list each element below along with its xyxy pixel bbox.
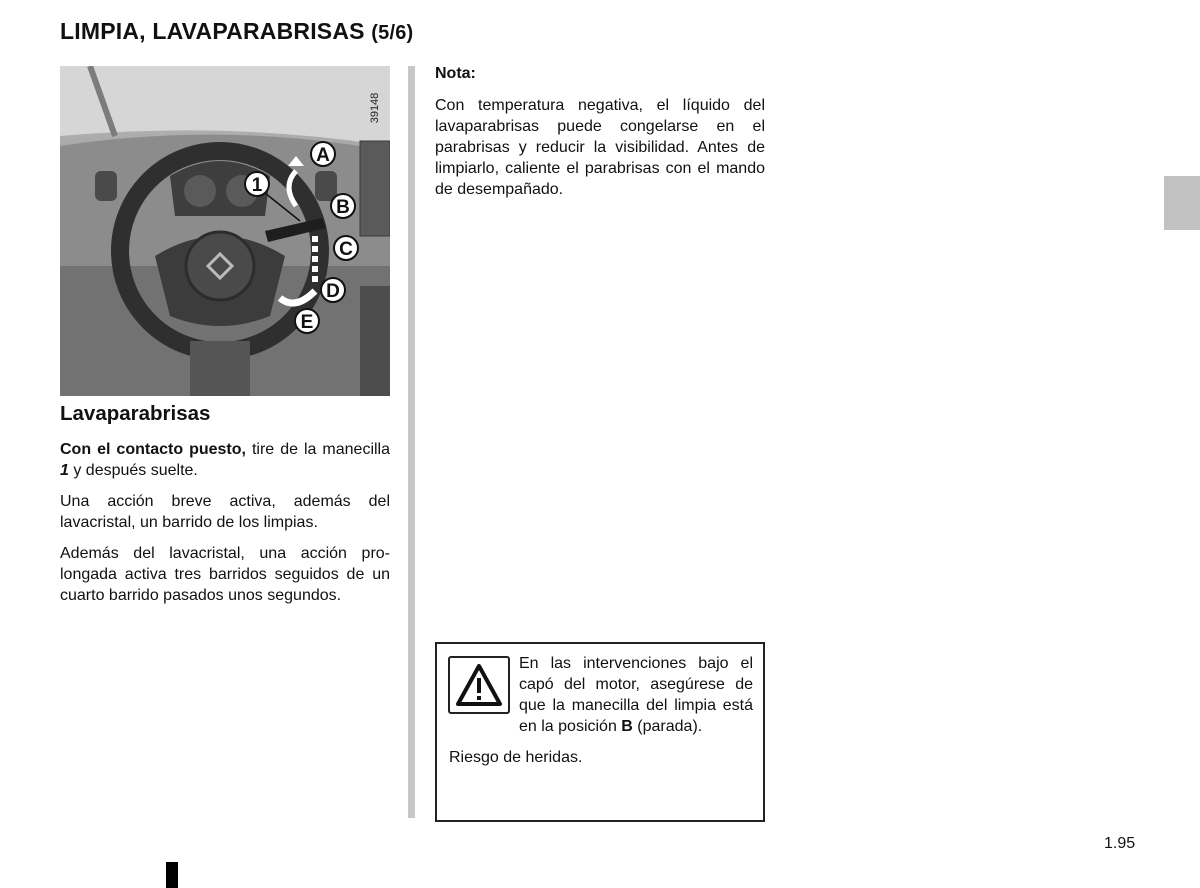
callout-A	[311, 142, 335, 166]
callout-B	[331, 194, 355, 218]
paragraph-3: Además del lavacristal, una acción prolongada activa tres barridos seguidos de un cuarto barrido pasados unos segundos.	[60, 545, 390, 604]
warning-position-label: B	[621, 718, 633, 735]
warning-text	[449, 653, 753, 778]
callout-label: D	[326, 281, 340, 302]
callout-label: C	[339, 239, 353, 260]
left-column	[60, 400, 390, 616]
column-divider	[408, 66, 415, 818]
wiper-stalk-illustration	[60, 66, 390, 396]
page-title-text: LIMPIA, LAVAPARABRISAS	[60, 18, 365, 44]
paragraph-2: Una acción breve activa, además del lavacristal, un barrido de los limpias.	[60, 493, 390, 531]
paragraph-1-text-b: y después suelte.	[68, 462, 198, 479]
callout-label: 1	[251, 175, 263, 196]
callout-label: B	[336, 197, 350, 218]
crop-mark	[166, 862, 178, 888]
section-tab	[1164, 176, 1200, 230]
section-heading: Lavaparabrisas	[60, 402, 211, 425]
callout-C	[334, 236, 358, 260]
note-text: Con temperatura negativa, el líquido del lavaparabrisas puede congelarse en el parabrisas y reducir la visibilidad. Antes de limpiarlo, caliente el parabrisas con el mando de desempañado.	[435, 97, 765, 198]
callout-E	[295, 309, 319, 333]
callout-D	[321, 278, 345, 302]
note-block	[435, 63, 765, 200]
note-label: Nota:	[435, 65, 476, 82]
stalk-number: 1	[60, 462, 69, 479]
paragraph-1-text-a: tire de la manecilla	[245, 441, 391, 458]
warning-paragraph-2: Riesgo de heridas.	[449, 749, 583, 766]
warning-text-a: En las intervenciones bajo el capó del motor, asegúrese de que la manecilla del limpia está en la posición	[519, 655, 753, 735]
callout-label: E	[300, 312, 314, 333]
paragraph-1	[60, 439, 390, 481]
warning-text-b: (parada).	[632, 718, 703, 735]
callout-label: A	[316, 145, 330, 166]
warning-box	[435, 642, 765, 822]
paragraph-1-bold: Con el contacto puesto,	[60, 441, 246, 458]
page-number: 1.95	[1104, 835, 1136, 852]
page-title-part: (5/6)	[371, 22, 414, 44]
page-title	[60, 18, 413, 45]
figure-ref-number: 39148	[369, 92, 381, 124]
